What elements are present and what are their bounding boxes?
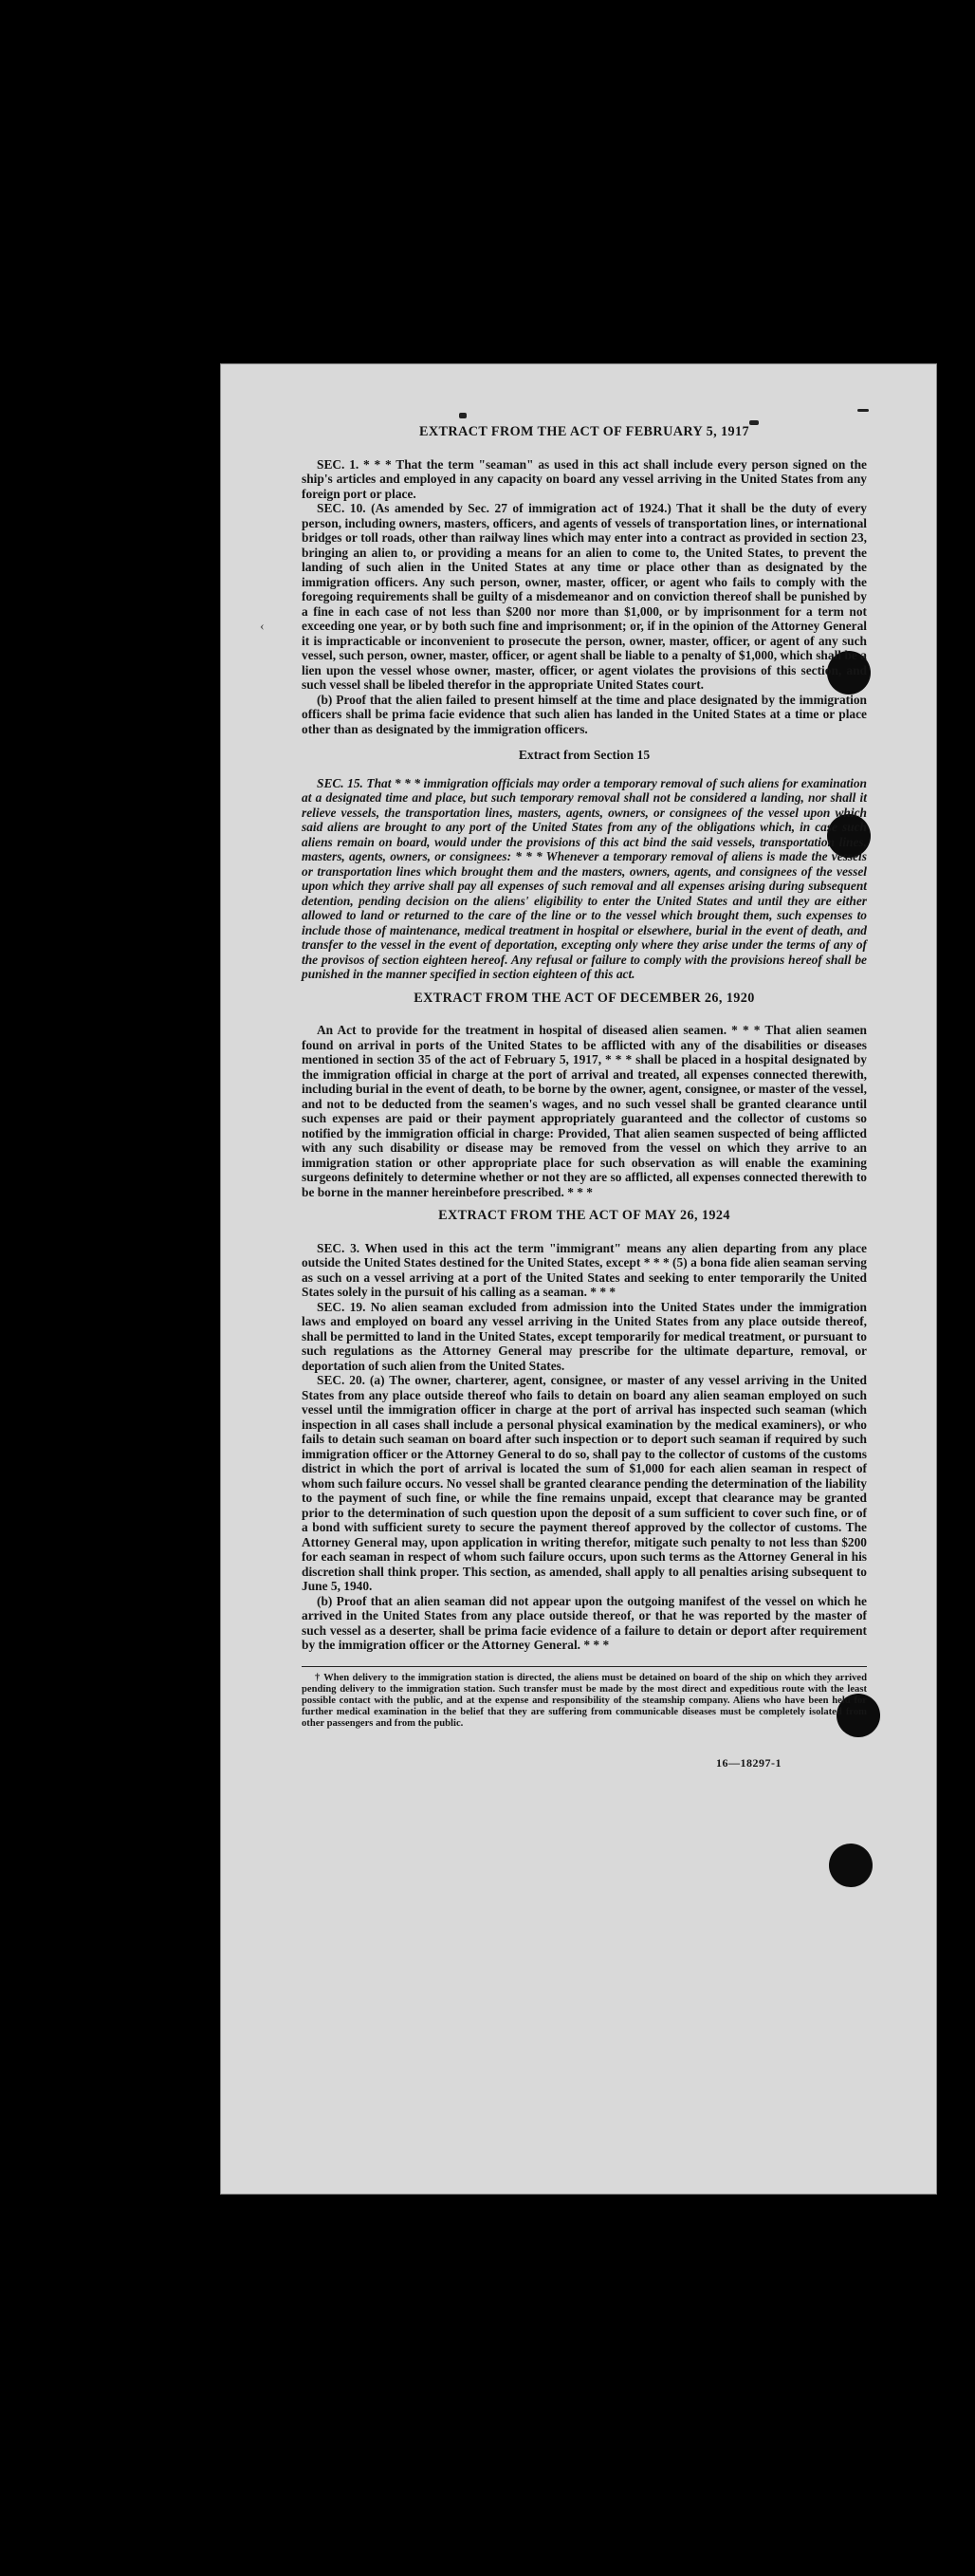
heading-act-1920: EXTRACT FROM THE ACT OF DECEMBER 26, 1920 <box>414 990 755 1006</box>
section-15-text: SEC. 15. That * * * immigration officials may order a temporary removal of such aliens for examination at a designated time and place, but such temporary removal shall not be considered a landing, nor shall it relieve vessels, the transportation lines, masters, agents, owners, or consignees of the vessel upon which said aliens are brought to any port of the United States from any of the obligations which, in case such aliens remain on board, would under the provisions of this act bind the said vessels, transportation lines, masters, agents, owners, or consignees: * * * Whenever a temporary removal of aliens is made the vessels or transportation lines which brought them and the masters, owners, agents, and consignees of the vessel upon which they arrive shall pay all expenses of such removal and all expenses arising during subsequent detention, pending decision on the aliens' eligibility to enter the United States and until they are either allowed to land or returned to the care of the line or to the vessel which brought them, such expenses to include those of maintenance, medical treatment in hospital or elsewhere, burial in the event of death, and transfer to the vessel in the event of deportation, excepting only where they arise under the terms of any of the provisos of section eighteen hereof. Any refusal or failure to comply with the provisions hereof shall be punished in the manner specified in section eighteen of this act. <box>302 775 867 981</box>
section-10b-text: (b) Proof that the alien failed to present himself at the time and place designated by the immigration officers shall be prima facie evidence that such alien has landed in the United States at a time or place other than as designated by the immigration officers. <box>302 692 867 736</box>
document-text <box>302 416 867 1770</box>
document-number: 16—18297-1 <box>716 1755 782 1770</box>
heading-act-1924: EXTRACT FROM THE ACT OF MAY 26, 1924 <box>438 1208 730 1223</box>
footnote-divider <box>302 1666 867 1667</box>
scan-speck <box>857 409 869 412</box>
section-3-text: SEC. 3. When used in this act the term "immigrant" means any alien departing from any place outside the United States destined for the United States, except * * * (5) a bona fide alien seaman serving as such on a vessel arriving at a port of the United States and seeking to enter temporarily the United States solely in the pursuit of his calling as a seaman. * * * <box>302 1240 867 1299</box>
heading-act-1917: EXTRACT FROM THE ACT OF FEBRUARY 5, 1917 <box>419 424 749 439</box>
section-20-text: SEC. 20. (a) The owner, charterer, agent, consignee, or master of any vessel arriving in the United States from any place outside thereof who fails to detain on board any alien seaman employed on such vessel until the immigration officer in charge at the port of arrival has inspected such seaman (which inspection in all cases shall include a personal physical examination by the medical examiners), or who fails to detain such seaman on board after such inspection or to deport such seaman if required by such immigration officer or the Attorney General to do so, shall pay to the collector of customs of the customs district in which the port of arrival is located the sum of $1,000 for each alien seaman in respect of whom such failure occurs. No vessel shall be granted clearance pending the determination of the liability to the payment of such fine, or while the fine remains unpaid, except that clearance may be granted prior to the determination of such question upon the deposit of a sum sufficient to cover such fine, or of a bond with sufficient surety to secure the payment thereof approved by the collector of customs. The Attorney General may, upon application in writing therefor, mitigate such penalty to not less than $200 for each seaman in respect of whom such failure occurs, upon such terms as the Attorney General in his discretion shall think proper. This section, as amended, shall apply to all penalties arising subsequent to June 5, 1940. <box>302 1373 867 1593</box>
act-1920-text: An Act to provide for the treatment in hospital of diseased alien seamen. * * * That alien seamen found on arrival in ports of the United States to be afflicted with any of the disabilities or diseases mentioned in section 35 of the act of February 5, 1917, * * * shall be placed in a hospital designated by the immigration official in charge at the port of arrival and treated, all expenses connected therewith, including burial in the event of death, to be borne by the owner, agent, consignee, or master of the vessel, and not to be deducted from the seamen's wages, and no such vessel shall be granted clearance until such expenses are paid or their payment appropriately guaranteed and the collector of customs so notified by the immigration official in charge: Provided, That alien seamen suspected of being afflicted with any such disability or disease may be removed from the vessel on which they arrive to an immigration station or other appropriate place for such observation as will enable the examining surgeons definitely to determine whether or not they are so afflicted, all expenses connected therewith to be borne in the manner hereinbefore prescribed. * * * <box>302 1023 867 1199</box>
section-1-text: SEC. 1. * * * That the term "seaman" as used in this act shall include every person signed on the ship's articles and employed in any capacity on board any vessel arriving in the United States from any foreign port or place. <box>302 456 867 501</box>
footnote-text: † When delivery to the immigration station is directed, the aliens must be detained on board of the ship on which they arrived pending delivery to the immigration station. Such transfer must be made by the most direct and expeditious route with the least possible contact with the public, and at the expense and responsibility of the steamship company. Aliens who have been held for further medical examination in the belief that they are suffering from communicable diseases must be completely isolated from other passengers and from the public. <box>302 1672 867 1729</box>
section-19-text: SEC. 19. No alien seaman excluded from admission into the United States under the immigration laws and employed on board any vessel arriving in the United States from any place outside thereof, shall be permitted to land in the United States, except temporarily for medical treatment, or pursuant to such regulations as the Attorney General may prescribe for the ultimate departure, removal, or deportation of such alien from the United States. <box>302 1299 867 1373</box>
margin-mark: ‹ <box>260 620 265 634</box>
punch-hole <box>829 1844 873 1887</box>
section-10-text: SEC. 10. (As amended by Sec. 27 of immigration act of 1924.) That it shall be the duty of every person, including owners, masters, officers, and agents of vessels of transportation lines, or international bridges or toll roads, other than railway lines which may enter into a contract as provided in section 23, bringing an alien to, or providing a means for an alien to come to, the United States, to prevent the landing of such alien in the United States at any time or place other than as designated by the immigration officers. Any such person, owner, master, officer, or agent who fails to comply with the foregoing requirements shall be guilty of a misdemeanor and on conviction thereof shall be punished by a fine in each case of not less than $200 nor more than $1,000, or by imprisonment for a term not exceeding one year, or by both such fine and imprisonment; or, if in the opinion of the Attorney General it is impracticable or inconvenient to prosecute the person, owner, master, officer, or agent of any such vessel, such person, owner, master, officer, or agent shall be liable to a penalty of $1,000, which shall be a lien upon the vessel whose owner, master, officer, or agent violates the provisions of this section, and such vessel shall be libeled therefor in the appropriate United States court. <box>302 501 867 692</box>
section-20b-text: (b) Proof that an alien seaman did not appear upon the outgoing manifest of the vessel on which he arrived in the United States from any place outside thereof, or that he was reported by the master of such vessel as a deserter, shall be prima facie evidence of a failure to detain or deport after requirement by the immigration officer or the Attorney General. * * * <box>302 1593 867 1652</box>
subheading-section-15: Extract from Section 15 <box>518 748 651 762</box>
scanned-document-page <box>220 363 937 2195</box>
